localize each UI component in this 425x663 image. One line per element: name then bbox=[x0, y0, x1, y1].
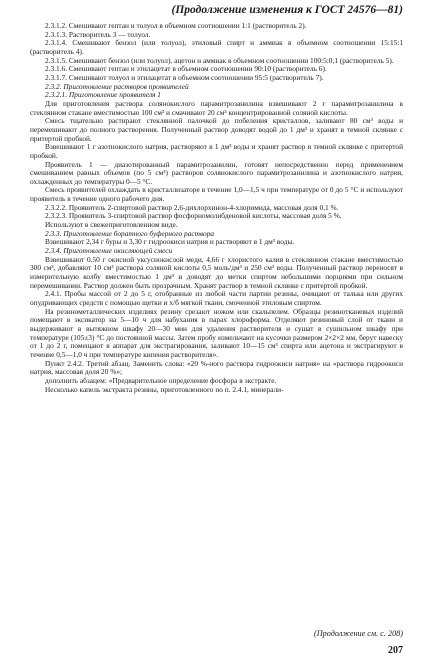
paragraph: Смесь проявителей охлаждать в кристаллизаторе в течение 1,0—1,5 ч при температуре от 0 до 5 °С и используют проявитель в течение одного рабочего дня. bbox=[30, 185, 403, 204]
paragraph: Для приготовления раствора солянокислого парамитрозанилина взвешивают 2 г парамитрозанилина в стеклянном стакане вместимостью 100 см³ и смачивают 20 см³ концентрированной соляной кислоты. bbox=[30, 98, 403, 117]
paragraph: 2.3.1.4. Смешивают бензол (или толуол), этиловый спирт и аммиак в объемном соотношении 15:15:1 (растворитель 4). bbox=[30, 38, 403, 56]
page-header: (Продолжение изменения к ГОСТ 24576—81) bbox=[171, 4, 403, 16]
paragraph: Взвешивают 0,50 г окисной уксуснокислой меди, 4,66 г хлористого калия в стеклянном стакане вместимостью 300 см³, добавляют 10 см³ раствора соляной кислоты 0,5 моль/дм³ и 250 см³ воды. Полученный раствор переносят в измерительную колбу вместимостью 1 дм³ и доводят до метки спиртом небольшими порциями при сильном перемешивании. Раствор должен быть прозрачным. Хранят раствор в темной склянке с притертой пробкой. bbox=[30, 254, 403, 290]
paragraph: Используют в свежеприготовленном виде. bbox=[45, 220, 178, 230]
paragraph: Взвешивают 1 г азотнокислого натрия, растворяют в 1 дм³ воды и хранят раствор в темной склянке с притертой пробкой. bbox=[30, 142, 403, 160]
paragraph: Пункт 2.4.2. Третий абзац. Заменить слова: «20 %-ного раствора гидроокиси натрия» на «раствора гидроокиси натрия, массовая доля 20 %»; bbox=[30, 358, 403, 377]
paragraph: дополнить абзацем: «Предварительное определение фосфора в экстракте. bbox=[45, 375, 277, 385]
continuation-note: (Продолжение см. с. 208) bbox=[314, 629, 403, 638]
page-number: 207 bbox=[388, 645, 403, 656]
paragraph: 2.3.1.7. Смешивают толуол и этилацетат в объемном соотношении 95:5 (растворитель 7). bbox=[45, 72, 324, 82]
section-heading: 2.3.3. Приготовление боратного буферного раствора bbox=[45, 228, 215, 238]
paragraph: 2.3.2.2. Проявитель 2-спиртовой раствор 2,6-дихлорхинон-4-хлоримида, массовая доля 0,1 %. bbox=[45, 202, 339, 212]
section-heading: 2.3.2. Приготовление растворов проявителей bbox=[45, 81, 189, 91]
section-heading: 2.3.4. Приготовление окисляющей смеси bbox=[45, 246, 173, 256]
paragraph: 2.3.1.3. Растворитель 3 — толуол. bbox=[45, 29, 151, 39]
paragraph: Смесь тщательно растирают стеклянной палочкой до побеления кристаллов, заливают 80 см³ воды и перемешивают до полного растворения. Полученный раствор доводят водой до 1 дм³ и хранят в темной склянке с притертой пробкой. bbox=[30, 116, 403, 143]
paragraph: 2.4.1. Пробы массой от 2 до 5 г, отобранные из любой части партии резины, очищают от талька или других опудривающих средств с помощью щетки и х/б мягкой ткани, смоченной этиловым спиртом. bbox=[30, 289, 403, 307]
paragraph: На резинометаллических изделиях резину срезают ножом или скальпелем. Образцы резинотканевых изделий помещают в эксикатор на 5—10 ч для набухания в парах хлороформа. Отделяют резиновый слой от ткани и выдерживают в вытяжном шкафу 20—30 мин для удаления растворителя и сушат в сушильном шкафу при температуре (105±3) °С до постоянной массы. Затем пробу измельчают на кусочки размером 2×2×2 мм, берут навеску от 1 до 2 г, помещают в аппарат для экстрагирования, заливают 10—15 см³ спирта или ацетона и экстрагируют в течение 0,5—1,0 ч при температуре кипения растворителя». bbox=[30, 306, 403, 359]
paragraph: 2.3.1.2. Смешивают гептан и толуол в объемном соотношении 1:1 (растворитель 2). bbox=[45, 21, 307, 30]
paragraph: Несколько капель экстракта резины, приготовленного по п. 2.4.1, минерали- bbox=[45, 384, 284, 394]
paragraph: Проявитель 1 — диазотированный парамитрозанилин, готовят непосредственно перед применением смешиванием равных объемов (по 5 см³) растворов солянокислого парамитрозанилина и азотнокислого натрия, охлажденных до температуры 0—5 °С. bbox=[30, 159, 403, 186]
paragraph: 2.3.1.5. Смешивают бензол (или толуол), ацетон и аммиак в объемном соотношении 100:5:0,1 (растворитель 5). bbox=[45, 55, 394, 65]
paragraph: 2.3.1.6. Смешивают гептан и этилацетат в объемном соотношении 90:10 (растворитель 6). bbox=[45, 64, 327, 74]
section-heading: 2.3.2.1. Приготовление проявителя 1 bbox=[45, 90, 161, 100]
paragraph: Взвешивают 2,34 г буры и 3,30 г гидроокиси натрия и растворяют в 1 дм³ воды. bbox=[45, 237, 295, 247]
paragraph: 2.3.2.3. Проявитель 3-спиртовой раствор фосфорномолибденовой кислоты, массовая доля 5 %. bbox=[45, 211, 342, 221]
document-body bbox=[30, 22, 403, 394]
